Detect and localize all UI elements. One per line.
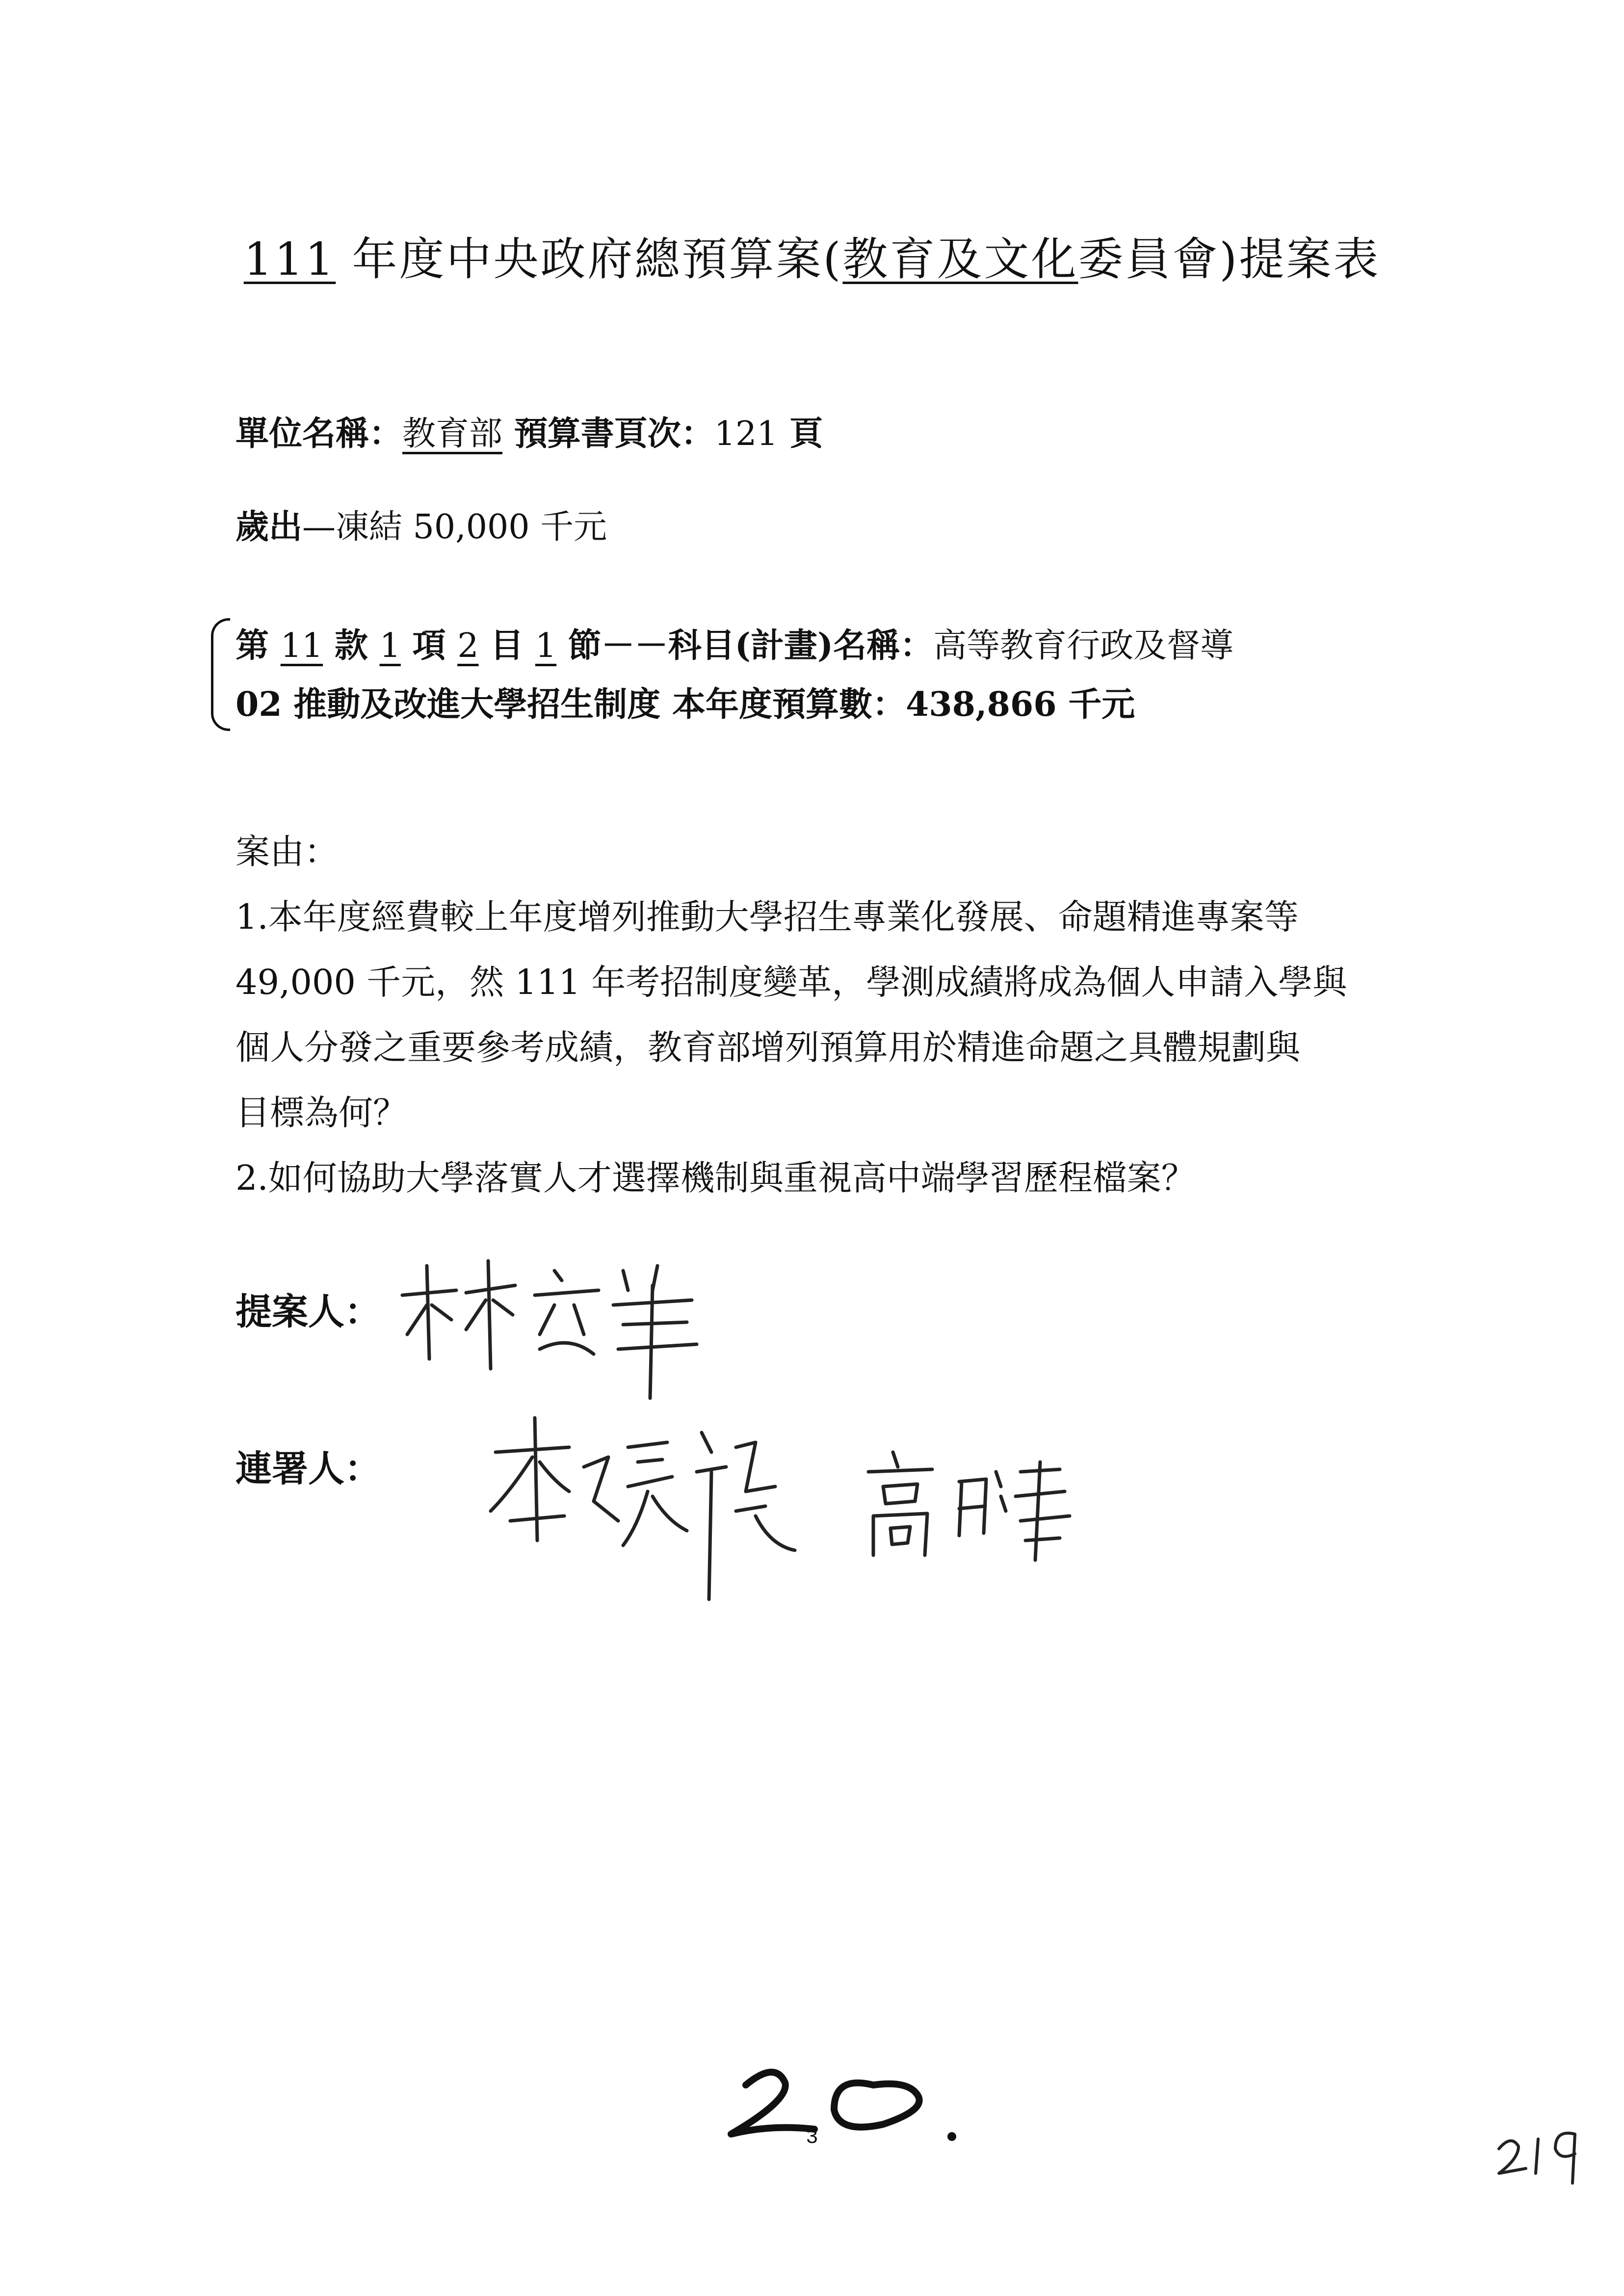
proposer-label: 提案人： bbox=[236, 1291, 381, 1333]
page-number: 3 bbox=[806, 2124, 818, 2147]
budget-text: 目 bbox=[478, 626, 535, 665]
reason-line: 1.本年度經費較上年度增列推動大學招生專業化發展、命題精進專案等 bbox=[236, 897, 1299, 937]
budget-text: 款 bbox=[323, 626, 380, 665]
reason-line: 49,000 千元，然 111 年考招制度變革，學測成績將成為個人申請入學與 bbox=[236, 962, 1347, 1002]
page-unit: 頁 bbox=[778, 414, 823, 453]
budget-xiang: 1 bbox=[379, 626, 401, 665]
budget-item-line1 bbox=[236, 619, 1233, 667]
budget-bracket bbox=[211, 618, 230, 731]
reason-line: 個人分發之重要參考成績，教育部增列預算用於精進命題之具體規劃與 bbox=[236, 1027, 1300, 1068]
budget-text: 項 bbox=[400, 626, 458, 665]
unit-label: 單位名稱： bbox=[236, 414, 403, 453]
reason-line: 目標為何？ bbox=[236, 1093, 407, 1133]
reason-label: 案由： bbox=[236, 832, 339, 872]
page-label: 預算書頁次： bbox=[502, 414, 714, 453]
budget-jie: 1 bbox=[535, 626, 557, 665]
budget-subject: 高等教育行政及督導 bbox=[933, 626, 1234, 665]
document-title bbox=[0, 223, 1624, 288]
title-part2: 委員會)提案表 bbox=[1078, 233, 1381, 286]
expenditure-line bbox=[236, 500, 607, 548]
budget-kuan: 11 bbox=[280, 626, 323, 665]
reason-line: 2.如何協助大學落實人才選擇機制與重視高中端學習歷程檔案？ bbox=[236, 1158, 1196, 1198]
budget-mu: 2 bbox=[457, 626, 479, 665]
margin-number bbox=[1492, 2119, 1590, 2193]
title-part1: 年度中央政府總預算案( bbox=[336, 233, 843, 286]
page-value: 121 bbox=[714, 415, 778, 453]
budget-text: 第 bbox=[236, 626, 281, 665]
budget-text: 節 bbox=[556, 626, 602, 665]
title-committee: 教育及文化 bbox=[842, 233, 1078, 286]
cosigners-label: 連署人： bbox=[236, 1448, 381, 1490]
unit-line bbox=[236, 407, 823, 455]
reason-block bbox=[236, 819, 1347, 1211]
cosigner-signature-1 bbox=[481, 1393, 834, 1619]
cosigner-signature-2 bbox=[854, 1442, 1089, 1570]
unit-value: 教育部 bbox=[402, 415, 503, 453]
expenditure-text: —凍結 50,000 千元 bbox=[302, 508, 607, 547]
title-year: 111 bbox=[243, 233, 336, 286]
budget-text: －－科目(計畫)名稱： bbox=[601, 626, 934, 665]
budget-item-line2: 02 推動及改進大學招生制度 本年度預算數：438,866 千元 bbox=[236, 685, 1135, 724]
expenditure-label: 歲出 bbox=[236, 507, 303, 547]
